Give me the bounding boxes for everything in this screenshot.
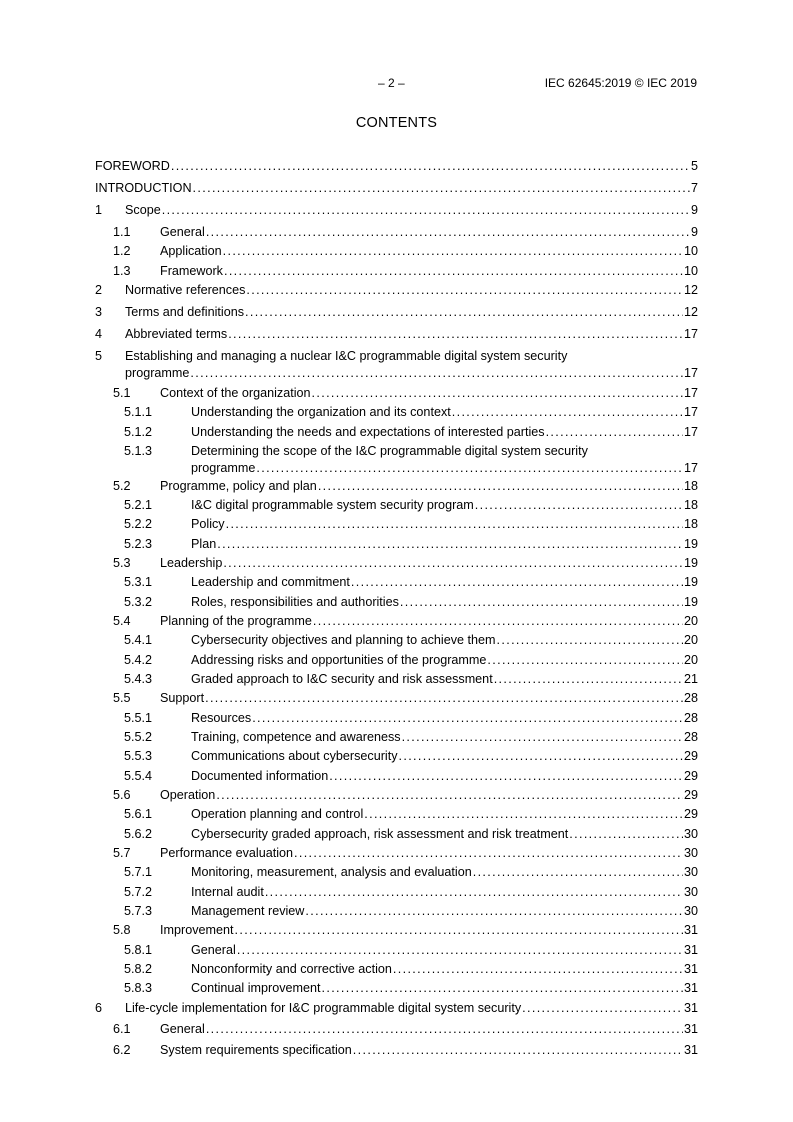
dot-leader: [206, 224, 690, 241]
toc-entry-page: 29: [683, 788, 698, 802]
toc-entry-line: [125, 282, 698, 299]
toc-entry-number: 1.2: [113, 244, 131, 258]
toc-entry-line: [191, 632, 698, 649]
toc-entry-page: 30: [683, 846, 698, 860]
toc-entry-title: Application: [160, 244, 222, 258]
dot-leader: [318, 478, 683, 495]
toc-entry-line: [191, 536, 698, 553]
toc-entry-title: General: [160, 1022, 205, 1036]
toc-entry-line: [160, 613, 698, 630]
toc-entry-page: 28: [683, 730, 698, 744]
toc-entry-page: 31: [683, 1022, 698, 1036]
toc-entry-number: 5.4.2: [124, 653, 153, 667]
toc-entry[interactable]: [95, 348, 698, 384]
toc-entry-page: 29: [683, 807, 698, 821]
dot-leader: [294, 845, 683, 862]
toc-entry[interactable]: [95, 961, 698, 978]
dot-leader: [497, 632, 683, 649]
toc-entry-page: 10: [683, 244, 698, 258]
toc-entry[interactable]: [95, 710, 698, 727]
toc-entry-number: 5.5.4: [124, 769, 153, 783]
toc-entry-page: 19: [683, 556, 698, 570]
toc-entry-line: [160, 1042, 698, 1059]
toc-entry-line: [160, 243, 698, 260]
toc-entry-title: Internal audit: [191, 885, 264, 899]
toc-entry[interactable]: [95, 594, 698, 611]
toc-entry-number: 5: [95, 349, 103, 363]
dot-leader: [193, 180, 690, 197]
dot-leader: [224, 263, 683, 280]
toc-entry-title: Framework: [160, 264, 223, 278]
toc-entry[interactable]: [95, 884, 698, 901]
dot-leader: [235, 922, 683, 939]
toc-entry-number: 5.4.3: [124, 672, 153, 686]
toc-entry-line: [191, 710, 698, 727]
toc-entry-page: 31: [683, 1043, 698, 1057]
toc-entry-page: 12: [683, 305, 698, 319]
toc-entry-number: 5.6.1: [124, 807, 153, 821]
toc-entry[interactable]: [95, 263, 698, 280]
toc-entry-page: 31: [683, 981, 698, 995]
toc-entry[interactable]: [95, 516, 698, 533]
toc-entry-title-line1: Establishing and managing a nuclear I&C programmable digital system security: [125, 349, 568, 363]
toc-entry-number: 5.7.1: [124, 865, 153, 879]
toc-entry-page: 30: [683, 885, 698, 899]
toc-entry-line: [95, 180, 698, 197]
toc-entry-title: Resources: [191, 711, 252, 725]
toc-entry-page: 21: [683, 672, 698, 686]
toc-entry[interactable]: [95, 671, 698, 688]
dot-leader: [351, 574, 683, 591]
toc-entry[interactable]: [95, 787, 698, 804]
dot-leader: [473, 864, 683, 881]
dot-leader: [246, 282, 683, 299]
toc-entry-title: Life-cycle implementation for I&C programmable digital system security: [125, 1001, 522, 1015]
toc-entry-number: 5.5.2: [124, 730, 153, 744]
toc-entry-number: 1: [95, 203, 103, 217]
dot-leader: [487, 652, 683, 669]
toc-entry-line: [191, 594, 698, 611]
toc-entry-line: [191, 516, 698, 533]
dot-leader: [252, 710, 683, 727]
toc-entry-title: Abbreviated terms: [125, 327, 228, 341]
toc-entry-line: [125, 326, 698, 343]
toc-entry-page: 9: [690, 203, 698, 217]
toc-entry-title: Planning of the programme: [160, 614, 312, 628]
toc-entry-line: [191, 903, 698, 920]
dot-leader: [217, 536, 683, 553]
toc-entry-page: 17: [683, 461, 698, 475]
toc-entry-title: General: [160, 225, 205, 239]
toc-entry-line: [191, 424, 698, 441]
toc-entry-page: 17: [683, 405, 698, 419]
toc-entry-page: 20: [683, 633, 698, 647]
dot-leader: [205, 690, 683, 707]
toc-entry-title-line1: Determining the scope of the I&C programmable digital system security: [191, 444, 588, 458]
dot-leader: [452, 404, 683, 421]
toc-entry[interactable]: [95, 158, 698, 175]
dot-leader: [312, 385, 683, 402]
toc-entry[interactable]: [95, 404, 698, 421]
toc-entry-title: Context of the organization: [160, 386, 311, 400]
toc-entry-number: 5.3: [113, 556, 131, 570]
toc-entry-title: Monitoring, measurement, analysis and evaluation: [191, 865, 472, 879]
toc-entry-title: Addressing risks and opportunities of the programme: [191, 653, 487, 667]
toc-entry[interactable]: [95, 864, 698, 881]
dot-leader: [546, 424, 683, 441]
toc-entry-number: 5.4: [113, 614, 131, 628]
toc-entry[interactable]: [95, 1021, 698, 1038]
toc-entry-page: 29: [683, 769, 698, 783]
toc-entry-line: [191, 652, 698, 669]
toc-entry-line: [191, 497, 698, 514]
toc-entry-line: [160, 845, 698, 862]
dot-leader: [305, 903, 683, 920]
toc-entry-title: Documented information: [191, 769, 329, 783]
toc-entry-title: Terms and definitions: [125, 305, 245, 319]
toc-entry-line: [191, 460, 698, 477]
toc-entry-title: Operation planning and control: [191, 807, 364, 821]
toc-entry[interactable]: [95, 613, 698, 630]
toc-entry-number: 5.3.1: [124, 575, 153, 589]
toc-entry-line: [160, 555, 698, 572]
toc-entry-number: 4: [95, 327, 103, 341]
toc-entry-page: 29: [683, 749, 698, 763]
toc-entry-page: 31: [683, 1001, 698, 1015]
toc-entry-number: 5.7: [113, 846, 131, 860]
toc-entry-page: 7: [690, 181, 698, 195]
document-id: IEC 62645:2019 © IEC 2019: [544, 76, 697, 90]
toc-entry-number: 5.2.2: [124, 517, 153, 531]
toc-entry-title: Management review: [191, 904, 305, 918]
contents-title: CONTENTS: [355, 115, 438, 131]
toc-entry-page: 30: [683, 904, 698, 918]
toc-entry-line: [191, 768, 698, 785]
dot-leader: [190, 365, 683, 382]
dot-leader: [162, 202, 690, 219]
toc-entry-title: programme: [191, 461, 256, 475]
dot-leader: [256, 460, 683, 477]
toc-entry-number: 5.7.2: [124, 885, 153, 899]
toc-entry[interactable]: [95, 224, 698, 241]
toc-entry-line: [160, 1021, 698, 1038]
toc-entry[interactable]: [95, 555, 698, 572]
toc-entry[interactable]: [95, 806, 698, 823]
dot-leader: [353, 1042, 683, 1059]
toc-entry[interactable]: [95, 243, 698, 260]
toc-entry[interactable]: [95, 845, 698, 862]
toc-entry-page: 20: [683, 653, 698, 667]
toc-entry[interactable]: [95, 1042, 698, 1059]
toc-entry-title: Policy: [191, 517, 225, 531]
toc-entry-title: Leadership: [160, 556, 223, 570]
toc-entry-page: 17: [683, 327, 698, 341]
dot-leader: [393, 961, 683, 978]
toc-entry-line: [191, 826, 698, 843]
toc-entry-title: Communications about cybersecurity: [191, 749, 398, 763]
toc-entry-title: General: [191, 943, 236, 957]
toc-entry-line: [125, 202, 698, 219]
toc-entry[interactable]: [95, 385, 698, 402]
toc-entry-title: Understanding the needs and expectations of interested parties: [191, 425, 545, 439]
toc-entry[interactable]: [95, 1000, 698, 1017]
dot-leader: [494, 671, 683, 688]
toc-entry-page: 17: [683, 386, 698, 400]
toc-entry-title: I&C digital programmable system security program: [191, 498, 474, 512]
dot-leader: [237, 942, 683, 959]
toc-entry-number: 5.5: [113, 691, 131, 705]
toc-entry-number: 5.7.3: [124, 904, 153, 918]
toc-entry-page: 19: [683, 595, 698, 609]
toc-entry-line: [125, 1000, 698, 1017]
toc-entry-page: 30: [683, 827, 698, 841]
toc-entry-title: Performance evaluation: [160, 846, 294, 860]
toc-entry-title: Cybersecurity objectives and planning to achieve them: [191, 633, 496, 647]
toc-entry[interactable]: [95, 748, 698, 765]
dot-leader: [313, 613, 683, 630]
toc-entry-line: [191, 884, 698, 901]
toc-entry-title: FOREWORD: [95, 159, 170, 173]
toc-entry-page: 17: [683, 425, 698, 439]
toc-entry-number: 5.2: [113, 479, 131, 493]
toc-entry[interactable]: [95, 632, 698, 649]
toc-entry-title: Roles, responsibilities and authorities: [191, 595, 399, 609]
toc-entry[interactable]: [95, 536, 698, 553]
toc-entry-number: 6.2: [113, 1043, 131, 1057]
toc-entry-number: 2: [95, 283, 103, 297]
toc-entry[interactable]: [95, 443, 698, 479]
toc-entry-number: 5.8.2: [124, 962, 153, 976]
toc-entry-page: 12: [683, 283, 698, 297]
toc-entry-page: 28: [683, 691, 698, 705]
toc-entry-title: Leadership and commitment: [191, 575, 350, 589]
toc-entry[interactable]: [95, 652, 698, 669]
toc-entry-number: 1.3: [113, 264, 131, 278]
toc-entry-number: 5.6.2: [124, 827, 153, 841]
toc-entry[interactable]: [95, 574, 698, 591]
toc-entry-line: [191, 806, 698, 823]
toc-entry-number: 5.5.1: [124, 711, 153, 725]
toc-entry-line: [160, 787, 698, 804]
toc-entry-line: [125, 365, 698, 382]
toc-entry-page: 31: [683, 962, 698, 976]
toc-entry-title: Support: [160, 691, 205, 705]
toc-entry-title: Continual improvement: [191, 981, 321, 995]
toc-entry[interactable]: [95, 478, 698, 495]
toc-entry[interactable]: [95, 424, 698, 441]
toc-entry-page: 19: [683, 575, 698, 589]
toc-entry-title: Understanding the organization and its context: [191, 405, 451, 419]
toc-entry[interactable]: [95, 497, 698, 514]
toc-entry[interactable]: [95, 942, 698, 959]
dot-leader: [322, 980, 683, 997]
toc-entry-page: 10: [683, 264, 698, 278]
toc-entry-title: INTRODUCTION: [95, 181, 192, 195]
dot-leader: [400, 594, 683, 611]
toc-entry-line: [191, 574, 698, 591]
toc-entry[interactable]: [95, 180, 698, 197]
toc-entry[interactable]: [95, 729, 698, 746]
toc-entry-page: 18: [683, 498, 698, 512]
dot-leader: [245, 304, 683, 321]
toc-entry-number: 5.3.2: [124, 595, 153, 609]
dot-leader: [171, 158, 690, 175]
toc-entry-line: [191, 961, 698, 978]
toc-entry-number: 5.8.1: [124, 943, 153, 957]
page-number: – 2 –: [378, 76, 405, 90]
toc-entry-line: [160, 224, 698, 241]
toc-entry-line: [191, 748, 698, 765]
toc-entry[interactable]: [95, 980, 698, 997]
dot-leader: [402, 729, 683, 746]
dot-leader: [223, 243, 683, 260]
toc-entry-number: 1.1: [113, 225, 131, 239]
toc-entry[interactable]: [95, 922, 698, 939]
toc-entry-title: Nonconformity and corrective action: [191, 962, 392, 976]
dot-leader: [475, 497, 683, 514]
toc-entry-line: [191, 404, 698, 421]
toc-entry-page: 5: [690, 159, 698, 173]
toc-entry-title: Scope: [125, 203, 161, 217]
toc-entry-page: 31: [683, 943, 698, 957]
dot-leader: [522, 1000, 683, 1017]
toc-entry-page: 31: [683, 923, 698, 937]
toc-entry-number: 5.1.3: [124, 444, 153, 458]
toc-entry-page: 19: [683, 537, 698, 551]
toc-entry-line: [191, 671, 698, 688]
toc-entry-title: Cybersecurity graded approach, risk assessment and risk treatment: [191, 827, 569, 841]
toc-entry-line: [160, 690, 698, 707]
toc-entry-line: [160, 385, 698, 402]
toc-entry[interactable]: [95, 768, 698, 785]
dot-leader: [206, 1021, 683, 1038]
toc-entry-title: Improvement: [160, 923, 234, 937]
toc-entry-page: 9: [690, 225, 698, 239]
toc-entry[interactable]: [95, 903, 698, 920]
toc-entry-page: 18: [683, 517, 698, 531]
toc-entry-number: 5.1: [113, 386, 131, 400]
toc-entry-number: 5.6: [113, 788, 131, 802]
toc-entry-number: 6: [95, 1001, 103, 1015]
toc-entry-page: 28: [683, 711, 698, 725]
toc-entry-number: 5.1.1: [124, 405, 153, 419]
toc-entry-title: System requirements specification: [160, 1043, 352, 1057]
toc-entry[interactable]: [95, 304, 698, 321]
dot-leader: [228, 326, 683, 343]
toc-entry-line: [95, 158, 698, 175]
toc-entry[interactable]: [95, 282, 698, 299]
toc-entry-number: 5.2.3: [124, 537, 153, 551]
dot-leader: [399, 748, 683, 765]
toc-entry[interactable]: [95, 690, 698, 707]
dot-leader: [329, 768, 683, 785]
toc-entry[interactable]: [95, 326, 698, 343]
toc-entry-number: 5.4.1: [124, 633, 153, 647]
toc-entry[interactable]: [95, 202, 698, 219]
toc-entry-number: 5.8.3: [124, 981, 153, 995]
toc-entry-line: [160, 922, 698, 939]
toc-entry-title: Plan: [191, 537, 217, 551]
toc-entry-number: 5.8: [113, 923, 131, 937]
toc-entry-title: Normative references: [125, 283, 246, 297]
toc-entry-number: 6.1: [113, 1022, 131, 1036]
toc-entry[interactable]: [95, 826, 698, 843]
toc-entry-line: [191, 980, 698, 997]
toc-entry-page: 17: [683, 366, 698, 380]
dot-leader: [265, 884, 683, 901]
toc-entry-line: [125, 304, 698, 321]
toc-entry-number: 3: [95, 305, 103, 319]
toc-entry-number: 5.2.1: [124, 498, 153, 512]
toc-entry-title: Graded approach to I&C security and risk assessment: [191, 672, 493, 686]
toc-entry-title: programme: [125, 366, 190, 380]
toc-entry-title: Training, competence and awareness: [191, 730, 401, 744]
toc-entry-line: [191, 729, 698, 746]
toc-entry-number: 5.1.2: [124, 425, 153, 439]
dot-leader: [216, 787, 683, 804]
dot-leader: [364, 806, 683, 823]
toc-entry-line: [191, 864, 698, 881]
toc-entry-page: 18: [683, 479, 698, 493]
toc-entry-title: Operation: [160, 788, 216, 802]
toc-entry-line: [191, 942, 698, 959]
toc-entry-page: 30: [683, 865, 698, 879]
toc-entry-line: [160, 263, 698, 280]
toc-entry-line: [160, 478, 698, 495]
dot-leader: [223, 555, 683, 572]
dot-leader: [226, 516, 683, 533]
toc-entry-page: 20: [683, 614, 698, 628]
toc-entry-number: 5.5.3: [124, 749, 153, 763]
toc-entry-title: Programme, policy and plan: [160, 479, 317, 493]
dot-leader: [569, 826, 683, 843]
